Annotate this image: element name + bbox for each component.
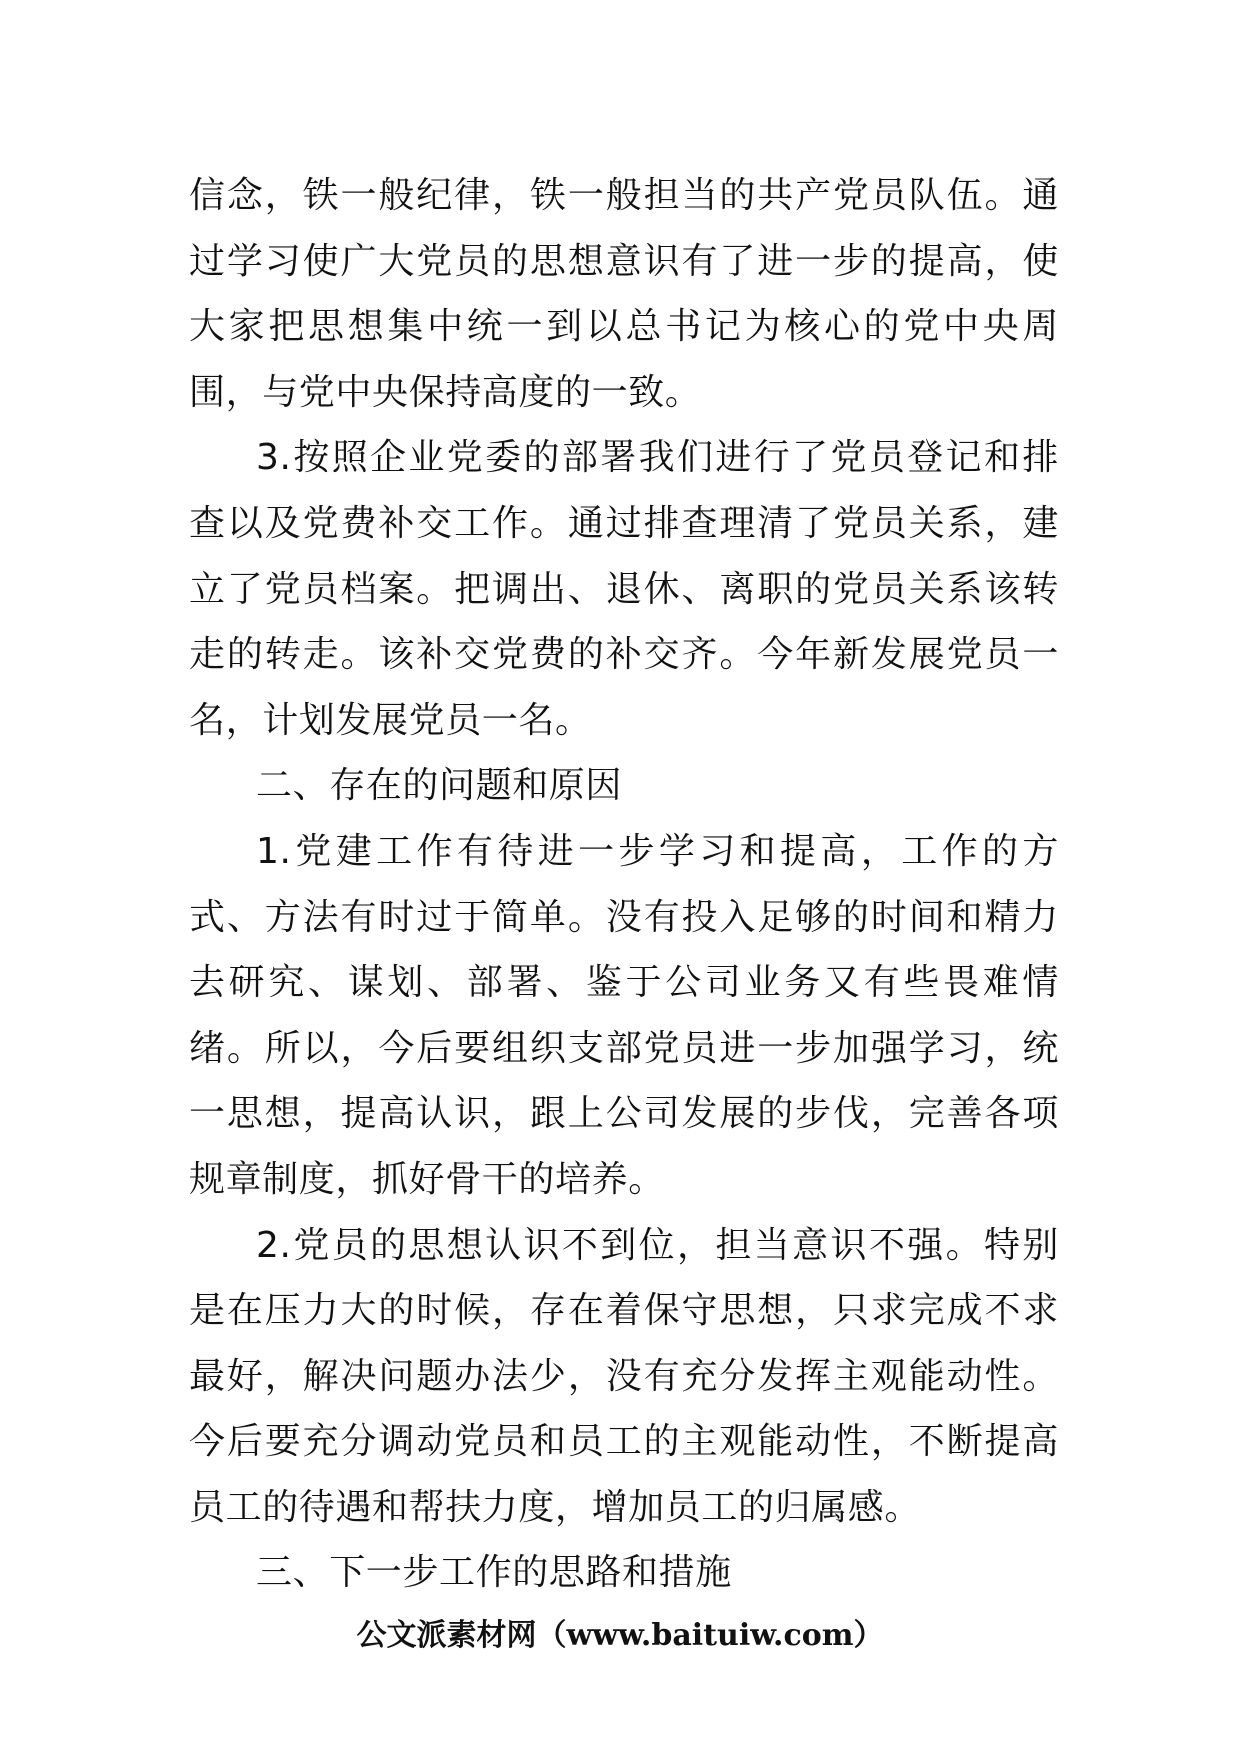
paragraph-continuation: 信念，铁一般纪律，铁一般担当的共产党员队伍。通过学习使广大党员的思想意识有了进一步的提高，使大家把思想集中统一到以总书记为核心的党中央周围，与党中央保持高度的一致。 (189, 175, 1059, 413)
footer-watermark: 公文派素材网（www.baituiw.com） (356, 1618, 884, 1653)
paragraph-item-3: 3.按照企业党委的部署我们进行了党员登记和排查以及党费补交工作。通过排查理清了党员关系，建立了党员档案。把调出、退休、离职的党员关系该转走的转走。该补交党费的补交齐。今年新发展党员一名，计划发展党员一名。 (189, 437, 1059, 741)
section-heading-3: 三、下一步工作的思路和措施 (256, 1552, 732, 1594)
document-body (189, 163, 1059, 1606)
paragraph-item-2: 2.党员的思想认识不到位，担当意识不强。特别是在压力大的时候，存在着保守思想，只求完成不求最好，解决问题办法少，没有充分发挥主观能动性。今后要充分调动党员和员工的主观能动性，不断提高员工的待遇和帮扶力度，增加员工的归属感。 (189, 1224, 1059, 1528)
section-heading-2: 二、存在的问题和原因 (256, 765, 623, 807)
paragraph-item-1: 1.党建工作有待进一步学习和提高，工作的方式、方法有时过于简单。没有投入足够的时间和精力去研究、谋划、部署、鉴于公司业务又有些畏难情绪。所以，今后要组织支部党员进一步加强学习，统一思想，提高认识，跟上公司发展的步伐，完善各项规章制度，抓好骨干的培养。 (189, 830, 1059, 1200)
